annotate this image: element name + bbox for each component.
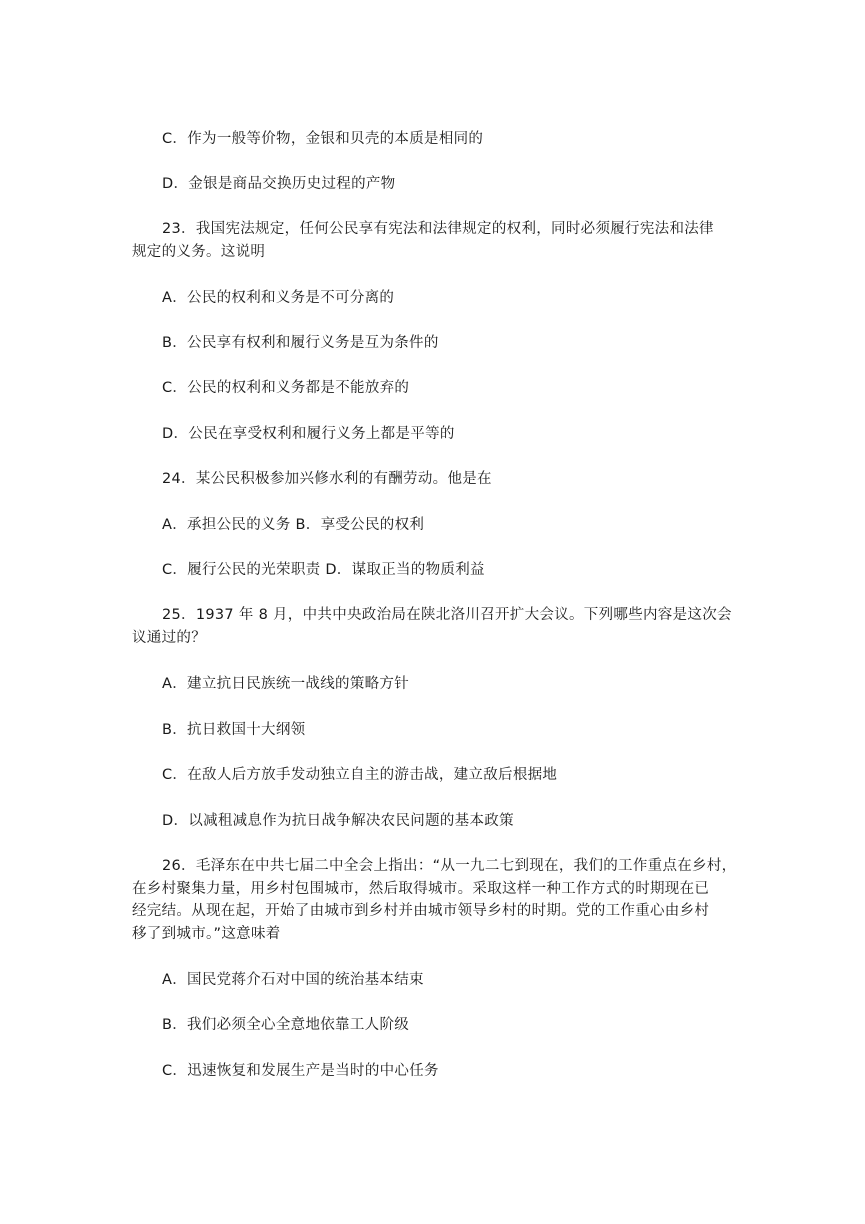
q24-options-cd: C．履行公民的光荣职责 D．谋取正当的物质利益 [162, 562, 485, 578]
q25-option-a: A．建立抗日民族统一战线的策略方针 [162, 676, 410, 692]
q25-option-c: C．在敌人后方放手发动独立自主的游击战，建立敌后根据地 [162, 767, 558, 783]
q22-option-c: C．作为一般等价物，金银和贝壳的本质是相同的 [162, 131, 484, 147]
question-26-line-4: 移了到城市。”这意味着 [132, 925, 281, 942]
question-26-line-1: 26．毛泽东在中共七届二中全会上指出：“从一九二七到现在，我们的工作重点在乡村， [162, 858, 737, 874]
question-25-line-2: 议通过的？ [132, 629, 206, 646]
q26-option-c: C．迅速恢复和发展生产是当时的中心任务 [162, 1063, 439, 1079]
q26-option-a: A．国民党蒋介石对中国的统治基本结束 [162, 972, 424, 988]
question-25 [132, 604, 737, 649]
question-24: 24．某公民积极参加兴修水利的有酬劳动。他是在 [162, 471, 492, 487]
q25-option-d: D．以减租减息作为抗日战争解决农民问题的基本政策 [162, 813, 514, 829]
question-26-line-2: 在乡村聚集力量，用乡村包围城市，然后取得城市。采取这样一种工作方式的时期现在已 [132, 880, 710, 897]
q25-option-b: B．抗日救国十大纲领 [162, 722, 306, 738]
q23-option-b: B．公民享有权利和履行义务是互为条件的 [162, 335, 439, 351]
question-26 [132, 855, 737, 945]
question-25-line-1: 25．1937 年 8 月，中共中央政治局在陕北洛川召开扩大会议。下列哪些内容是这次会 [162, 607, 732, 623]
question-26-line-3: 经完结。从现在起，开始了由城市到乡村并由城市领导乡村的时期。党的工作重心由乡村 [132, 903, 710, 919]
q24-options-ab: A．承担公民的义务 B．享受公民的权利 [162, 517, 425, 533]
q22-option-d: D．金银是商品交换历史过程的产物 [162, 176, 396, 192]
question-23-line-1: 23．我国宪法规定，任何公民享有宪法和法律规定的权利，同时必须履行宪法和法律 [162, 221, 714, 237]
q23-option-c: C．公民的权利和义务都是不能放弃的 [162, 380, 410, 396]
question-23 [132, 218, 737, 263]
q23-option-a: A．公民的权利和义务是不可分离的 [162, 290, 395, 306]
q26-option-b: B．我们必须全心全意地依靠工人阶级 [162, 1017, 410, 1033]
q23-option-d: D．公民在享受权利和履行义务上都是平等的 [162, 426, 455, 442]
question-23-line-2: 规定的义务。这说明 [132, 243, 266, 260]
